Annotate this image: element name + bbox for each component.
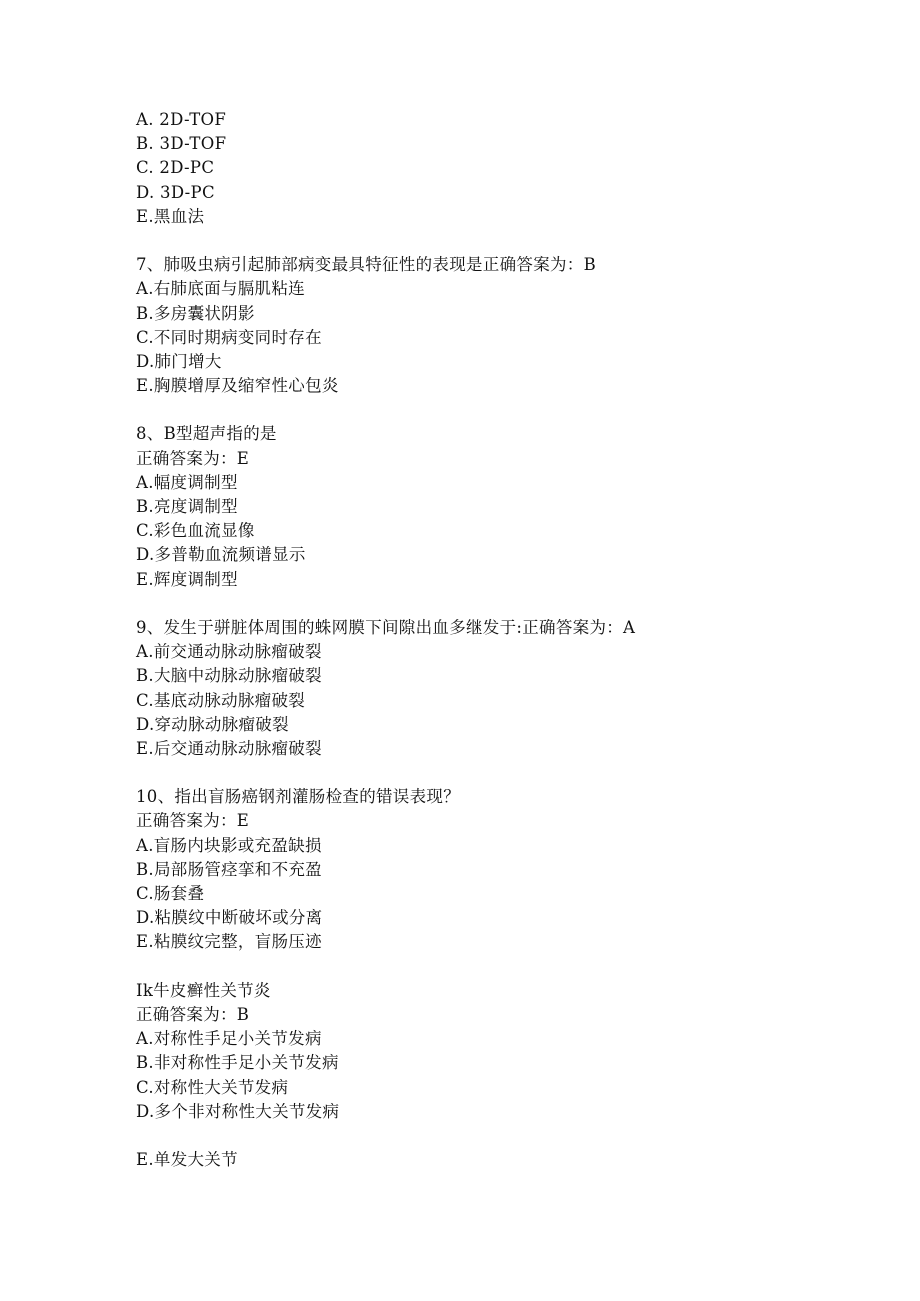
spacer xyxy=(136,229,836,253)
option-b: B.局部肠管痉挛和不充盈 xyxy=(136,859,322,879)
option-e: E.黑血法 xyxy=(136,206,205,226)
option-c: C.彩色血流显像 xyxy=(136,521,255,541)
question-stem: 10、指出盲肠癌钢剂灌肠检查的错误表现？ xyxy=(136,787,460,807)
answer-line: 正确答案为：B xyxy=(136,1004,250,1024)
question-9 xyxy=(136,616,836,761)
question-stem: 8、B型超声指的是 xyxy=(136,424,277,444)
option-b: B.非对称性手足小关节发病 xyxy=(136,1053,339,1073)
option-e: E.辉度调制型 xyxy=(136,569,238,589)
option-a: A.右肺底面与膈肌粘连 xyxy=(136,279,305,299)
option-e: E.粘膜纹完整，盲肠压迹 xyxy=(136,932,322,952)
option-b: B.大脑中动脉动脉瘤破裂 xyxy=(136,666,322,686)
spacer xyxy=(136,955,836,979)
question-11 xyxy=(136,979,836,1173)
spacer xyxy=(136,761,836,785)
option-a: A.幅度调制型 xyxy=(136,472,238,492)
spacer xyxy=(136,1124,836,1148)
option-b: B. 3D-TOF xyxy=(136,134,227,154)
question-6-options xyxy=(136,108,836,229)
option-c: C.对称性大关节发病 xyxy=(136,1077,289,1097)
question-stem: 7、肺吸虫病引起肺部病变最具特征性的表现是正确答案为：B xyxy=(136,255,597,275)
answer-line: 正确答案为：E xyxy=(136,811,250,831)
option-c: C.基底动脉动脉瘤破裂 xyxy=(136,690,306,710)
option-e: E.胸膜增厚及缩窄性心包炎 xyxy=(136,376,339,396)
question-7 xyxy=(136,253,836,398)
option-a: A.对称性手足小关节发病 xyxy=(136,1029,322,1049)
option-d: D.多普勒血流频谱显示 xyxy=(136,545,306,565)
answer-line: 正确答案为：E xyxy=(136,448,250,468)
option-c: C.肠套叠 xyxy=(136,884,205,903)
option-a: A. 2D-TOF xyxy=(136,110,227,129)
option-d: D.穿动脉动脉瘤破裂 xyxy=(136,714,289,734)
option-c: C. 2D-PC xyxy=(136,158,215,178)
option-d: D.粘膜纹中断破坏或分离 xyxy=(136,908,323,928)
option-c: C.不同时期病变同时存在 xyxy=(136,327,322,347)
option-e: E.单发大关节 xyxy=(136,1150,238,1170)
option-a: A.盲肠内块影或充盈缺损 xyxy=(136,835,322,855)
option-d: D.多个非对称性大关节发病 xyxy=(136,1101,340,1121)
question-10 xyxy=(136,785,836,954)
option-d: D.肺门增大 xyxy=(136,351,222,371)
option-a: A.前交通动脉动脉瘤破裂 xyxy=(136,642,322,662)
question-stem: Ik牛皮癣性关节炎 xyxy=(136,980,271,1000)
option-e: E.后交通动脉动脉瘤破裂 xyxy=(136,738,322,758)
question-8 xyxy=(136,422,836,591)
option-b: B.亮度调制型 xyxy=(136,497,238,516)
question-stem: 9、发生于骈脏体周围的蛛网膜下间隙出血多继发于:正确答案为：A xyxy=(136,617,636,637)
document-page xyxy=(136,108,836,1172)
spacer xyxy=(136,398,836,422)
spacer xyxy=(136,592,836,616)
option-d: D. 3D-PC xyxy=(136,182,215,202)
option-b: B.多房囊状阴影 xyxy=(136,303,255,323)
